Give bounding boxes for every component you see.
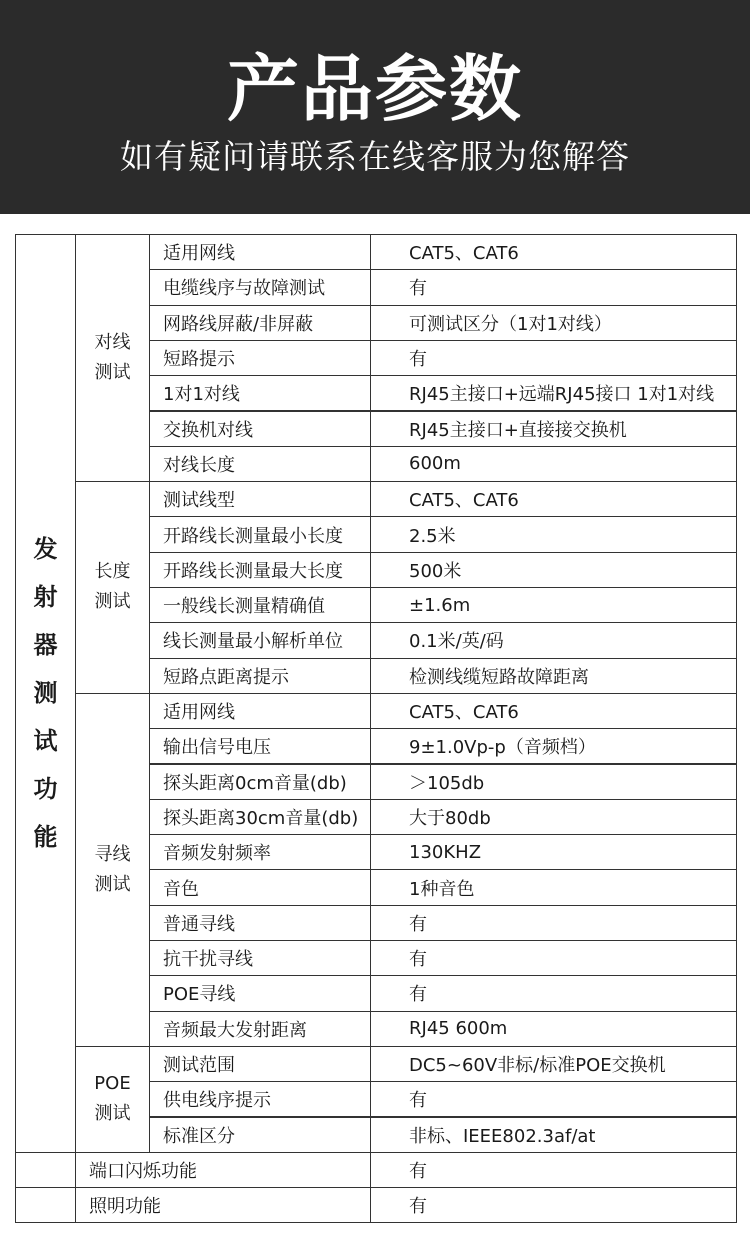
spec-label-cell — [149, 622, 371, 658]
spec-label-cell-text: 线长测量最小解析单位 — [163, 631, 343, 653]
spec-blank-cell — [15, 1152, 76, 1188]
spec-label-cell-text: 对线长度 — [163, 454, 235, 476]
spec-label-cell — [149, 305, 371, 341]
spec-value-cell — [370, 728, 737, 764]
spec-label-cell — [149, 1046, 371, 1082]
spec-value-cell-text: 有 — [409, 349, 427, 371]
spec-value-cell — [370, 905, 737, 941]
spec-value-cell — [370, 622, 737, 658]
spec-value-cell — [370, 869, 737, 905]
main-category-cell — [15, 234, 76, 1153]
spec-value-cell-text: 检测线缆短路故障距离 — [409, 666, 589, 688]
spec-value-cell-text: 130KHZ — [409, 841, 482, 863]
spec-value-cell — [370, 693, 737, 729]
spec-label-cell-text: 抗干扰寻线 — [163, 949, 253, 971]
spec-value-cell-text: 有 — [409, 278, 427, 300]
spec-label-cell — [149, 728, 371, 764]
spec-label-cell-text: 照明功能 — [89, 1196, 161, 1218]
spec-label-cell-text: 电缆线序与故障测试 — [163, 278, 325, 300]
spec-value-cell-text: ＞105db — [409, 772, 485, 794]
spec-label-cell-text: 网路线屏蔽/非屏蔽 — [163, 313, 314, 335]
spec-value-cell-text: 可测试区分（1对1对线） — [409, 313, 612, 335]
spec-label-cell-text: 音频发射频率 — [163, 843, 271, 865]
spec-label-cell-text: 供电线序提示 — [163, 1090, 271, 1112]
spec-value-cell — [370, 587, 737, 623]
spec-label-cell — [149, 764, 371, 800]
spec-label-cell-text: 1对1对线 — [163, 384, 240, 406]
spec-label-cell — [75, 1187, 371, 1223]
spec-value-cell-text: 有 — [409, 1160, 427, 1182]
spec-value-cell — [370, 516, 737, 552]
spec-label-cell — [149, 905, 371, 941]
spec-value-cell-text: 2.5米 — [409, 525, 456, 547]
spec-value-cell-text: 非标、IEEE802.3af/at — [409, 1125, 596, 1147]
spec-label-cell — [149, 269, 371, 305]
spec-label-cell-text: POE寻线 — [163, 984, 236, 1006]
spec-value-cell — [370, 481, 737, 517]
spec-label-cell — [149, 693, 371, 729]
spec-label-cell — [149, 446, 371, 482]
spec-value-cell-text: 有 — [409, 984, 427, 1006]
spec-value-cell-text: 有 — [409, 949, 427, 971]
spec-label-cell — [149, 375, 371, 411]
spec-value-cell — [370, 764, 737, 800]
spec-value-cell-text: 有 — [409, 913, 427, 935]
spec-value-cell — [370, 269, 737, 305]
group-label-cell-text: 寻线测试 — [94, 843, 131, 895]
group-label-cell-text: 长度测试 — [94, 561, 131, 613]
spec-value-cell — [370, 1152, 737, 1188]
spec-value-cell — [370, 975, 737, 1011]
spec-label-cell — [149, 940, 371, 976]
spec-label-cell-text: 探头距离30cm音量(db) — [163, 807, 359, 829]
spec-label-cell — [149, 975, 371, 1011]
spec-label-cell — [149, 234, 371, 270]
spec-value-cell-text: RJ45 600m — [409, 1018, 508, 1040]
spec-label-cell-text: 输出信号电压 — [163, 737, 271, 759]
spec-label-cell — [75, 1152, 371, 1188]
spec-label-cell-text: 开路线长测量最大长度 — [163, 560, 343, 582]
spec-value-cell-text: RJ45主接口+直接接交换机 — [409, 419, 627, 441]
spec-value-cell — [370, 940, 737, 976]
spec-label-cell — [149, 1081, 371, 1117]
spec-value-cell — [370, 446, 737, 482]
group-label-cell — [75, 1046, 150, 1153]
spec-label-cell — [149, 658, 371, 694]
group-label-cell — [75, 234, 150, 482]
spec-value-cell-text: 大于80db — [409, 807, 491, 829]
spec-value-cell-text: 1种音色 — [409, 878, 475, 900]
spec-value-cell — [370, 799, 737, 835]
group-label-cell-text: POE测试 — [94, 1073, 131, 1125]
spec-label-cell-text: 探头距离0cm音量(db) — [163, 772, 347, 794]
spec-label-cell-text: 一般线长测量精确值 — [163, 596, 325, 618]
spec-value-cell-text: CAT5、CAT6 — [409, 490, 519, 512]
spec-value-cell — [370, 834, 737, 870]
spec-label-cell-text: 音频最大发射距离 — [163, 1019, 307, 1041]
spec-label-cell — [149, 411, 371, 447]
spec-label-cell-text: 短路提示 — [163, 349, 235, 371]
spec-value-cell — [370, 234, 737, 270]
group-label-cell — [75, 693, 150, 1047]
spec-value-cell-text: CAT5、CAT6 — [409, 702, 519, 724]
spec-value-cell — [370, 305, 737, 341]
spec-value-cell — [370, 1081, 737, 1117]
spec-label-cell — [149, 1117, 371, 1153]
spec-label-cell-text: 测试范围 — [163, 1055, 235, 1077]
spec-label-cell-text: 测试线型 — [163, 490, 235, 512]
page-title: 产品参数 — [226, 47, 523, 131]
spec-label-cell-text: 交换机对线 — [163, 419, 253, 441]
spec-label-cell — [149, 481, 371, 517]
spec-label-cell — [149, 340, 371, 376]
spec-label-cell-text: 端口闪烁功能 — [89, 1160, 197, 1182]
spec-label-cell — [149, 552, 371, 588]
spec-value-cell-text: DC5~60V非标/标准POE交换机 — [409, 1055, 666, 1077]
spec-value-cell — [370, 552, 737, 588]
group-label-cell — [75, 481, 150, 694]
spec-value-cell-text: ±1.6m — [409, 594, 471, 616]
spec-value-cell-text: 600m — [409, 453, 461, 475]
spec-label-cell — [149, 869, 371, 905]
spec-label-cell-text: 开路线长测量最小长度 — [163, 525, 343, 547]
spec-value-cell — [370, 1046, 737, 1082]
spec-label-cell-text: 音色 — [163, 878, 199, 900]
spec-label-cell-text: 标准区分 — [163, 1125, 235, 1147]
spec-label-cell — [149, 834, 371, 870]
spec-value-cell-text: 500米 — [409, 560, 462, 582]
spec-value-cell-text: RJ45主接口+远端RJ45接口 1对1对线 — [409, 384, 715, 406]
spec-value-cell — [370, 340, 737, 376]
spec-label-cell-text: 适用网线 — [163, 243, 235, 265]
group-label-cell-text: 对线测试 — [94, 332, 131, 384]
spec-label-cell-text: 短路点距离提示 — [163, 666, 289, 688]
main-category-cell-text: 发射器测试功能 — [33, 535, 58, 852]
spec-value-cell — [370, 411, 737, 447]
spec-label-cell-text: 普通寻线 — [163, 913, 235, 935]
page-subtitle: 如有疑问请联系在线客服为您解答 — [120, 137, 630, 176]
spec-value-cell-text: 0.1米/英/码 — [409, 631, 504, 653]
spec-label-cell-text: 适用网线 — [163, 702, 235, 724]
spec-blank-cell — [15, 1187, 76, 1223]
spec-value-cell — [370, 658, 737, 694]
spec-value-cell-text: 有 — [409, 1196, 427, 1218]
spec-value-cell — [370, 1011, 737, 1047]
spec-value-cell — [370, 375, 737, 411]
spec-value-cell — [370, 1187, 737, 1223]
spec-value-cell-text: 9±1.0Vp-p（音频档） — [409, 737, 596, 759]
spec-value-cell — [370, 1117, 737, 1153]
spec-label-cell — [149, 799, 371, 835]
spec-label-cell — [149, 516, 371, 552]
spec-label-cell — [149, 587, 371, 623]
spec-value-cell-text: CAT5、CAT6 — [409, 243, 519, 265]
spec-label-cell — [149, 1011, 371, 1047]
spec-value-cell-text: 有 — [409, 1090, 427, 1112]
